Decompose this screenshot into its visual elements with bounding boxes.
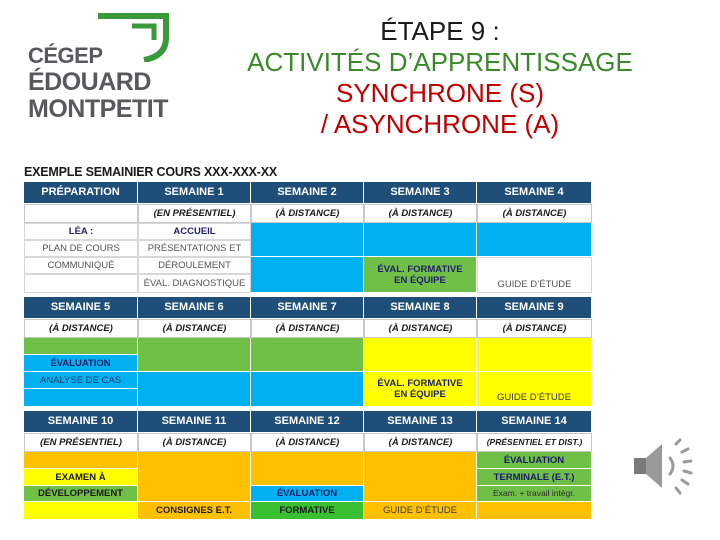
mode-semaine-11: (À DISTANCE) <box>138 433 251 452</box>
sem6-blue <box>138 372 251 407</box>
title-synchrone: SYNCHRONE (S) <box>335 78 544 108</box>
sem9-yellow-top <box>477 338 592 372</box>
sem13-orange <box>364 452 477 502</box>
prep-plan-de-cours: PLAN DE COURS <box>24 240 138 257</box>
header-semaine-2: SEMAINE 2 <box>251 182 364 204</box>
mode-semaine-3: (À DISTANCE) <box>364 204 477 223</box>
mode-semaine-9: (À DISTANCE) <box>477 319 592 338</box>
header-semaine-12: SEMAINE 12 <box>251 411 364 433</box>
sem11-orange <box>138 452 251 502</box>
mode-semaine-10: (EN PRÉSENTIEL) <box>24 433 138 452</box>
slide-title <box>190 16 690 140</box>
mode-semaine-2: (À DISTANCE) <box>251 204 364 223</box>
sem11-consignes: CONSIGNES E.T. <box>138 502 251 520</box>
header-semaine-10: SEMAINE 10 <box>24 411 138 433</box>
title-asynchrone: / ASYNCHRONE (A) <box>320 109 560 139</box>
header-preparation: PRÉPARATION <box>24 182 138 204</box>
sem10-developpement: DÉVELOPPEMENT <box>24 486 138 502</box>
header-semaine-13: SEMAINE 13 <box>364 411 477 433</box>
sem1-eval-diagnostique: ÉVAL. DIAGNOSTIQUE <box>138 274 251 293</box>
speaker-icon[interactable] <box>630 436 698 496</box>
sem6-green <box>138 338 251 372</box>
header-semaine-11: SEMAINE 11 <box>138 411 251 433</box>
sem5-green-top <box>24 338 138 355</box>
header-semaine-6: SEMAINE 6 <box>138 297 251 319</box>
header-semaine-4: SEMAINE 4 <box>477 182 592 204</box>
sem4-blue-top <box>477 223 592 257</box>
sem3-eval-formative-line1: ÉVAL. FORMATIVE <box>377 263 463 275</box>
sem8-eval-formative-line1: ÉVAL. FORMATIVE <box>377 378 463 389</box>
sem7-blue <box>251 372 364 407</box>
title-activities: ACTIVITÉS D’APPRENTISSAGE <box>247 47 633 77</box>
sem13-guide-etude: GUIDE D’ÉTUDE <box>364 502 477 520</box>
mode-preparation <box>24 204 138 223</box>
sem10-yellow-bottom <box>24 502 138 520</box>
sem5-blue-bottom <box>24 389 138 407</box>
sem10-examen-a: EXAMEN À <box>24 469 138 486</box>
mode-semaine-14: (PRÉSENTIEL ET DIST.) <box>477 433 592 452</box>
logo-wordmark <box>28 42 168 123</box>
sem3-eval-formative <box>364 257 477 293</box>
header-semaine-7: SEMAINE 7 <box>251 297 364 319</box>
sem8-eval-formative <box>364 372 477 407</box>
mode-semaine-13: (À DISTANCE) <box>364 433 477 452</box>
sem2-blue-top <box>251 223 364 257</box>
mode-semaine-4: (À DISTANCE) <box>477 204 592 223</box>
sem8-yellow-top <box>364 338 477 372</box>
college-logo <box>28 12 168 124</box>
sem12-formative: FORMATIVE <box>251 502 364 520</box>
sem14-evaluation: ÉVALUATION <box>477 452 592 469</box>
sem14-exam-travail: Exam. + travail intégr. <box>477 486 592 502</box>
header-semaine-14: SEMAINE 14 <box>477 411 592 433</box>
sem10-orange-top <box>24 452 138 469</box>
sem9-guide-etude: GUIDE D’ÉTUDE <box>477 372 592 407</box>
logo-line-cegep: CÉGEP <box>28 43 103 68</box>
mode-semaine-6: (À DISTANCE) <box>138 319 251 338</box>
title-step: ÉTAPE 9 : <box>380 16 500 46</box>
mode-semaine-7: (À DISTANCE) <box>251 319 364 338</box>
sem12-orange <box>251 452 364 486</box>
sem8-eval-formative-line2: EN ÉQUIPE <box>394 389 446 400</box>
sem1-presentations: PRÉSENTATIONS ET <box>138 240 251 257</box>
sem5-analyse-de-cas: ANALYSE DE CAS <box>24 372 138 389</box>
mode-semaine-12: (À DISTANCE) <box>251 433 364 452</box>
sem3-blue-top <box>364 223 477 257</box>
header-semaine-9: SEMAINE 9 <box>477 297 592 319</box>
mode-semaine-8: (À DISTANCE) <box>364 319 477 338</box>
sem1-accueil: ACCUEIL <box>138 223 251 240</box>
sem7-green <box>251 338 364 372</box>
mode-semaine-1: (EN PRÉSENTIEL) <box>138 204 251 223</box>
header-semaine-8: SEMAINE 8 <box>364 297 477 319</box>
prep-lea: LÉA : <box>24 223 138 240</box>
sem14-terminale: TERMINALE (E.T.) <box>477 469 592 486</box>
table-caption: EXEMPLE SEMAINIER COURS XXX-XXX-XX <box>24 165 277 179</box>
sem4-guide-etude: GUIDE D’ÉTUDE <box>477 257 592 293</box>
header-semaine-3: SEMAINE 3 <box>364 182 477 204</box>
sem3-eval-formative-line2: EN ÉQUIPE <box>394 274 446 286</box>
header-semaine-1: SEMAINE 1 <box>138 182 251 204</box>
sem5-evaluation: ÉVALUATION <box>24 355 138 372</box>
sem2-blue-bottom <box>251 257 364 293</box>
weekly-schedule-table <box>24 182 592 520</box>
logo-line-edouard: ÉDOUARD <box>28 68 151 96</box>
logo-line-montpetit: MONTPETIT <box>28 95 168 123</box>
mode-semaine-5: (À DISTANCE) <box>24 319 138 338</box>
sem12-evaluation: ÉVALUATION <box>251 486 364 502</box>
header-semaine-5: SEMAINE 5 <box>24 297 138 319</box>
prep-empty <box>24 274 138 293</box>
sem1-deroulement: DÉROULEMENT <box>138 257 251 274</box>
sem14-orange-bottom <box>477 502 592 520</box>
prep-communique: COMMUNIQUÉ <box>24 257 138 274</box>
